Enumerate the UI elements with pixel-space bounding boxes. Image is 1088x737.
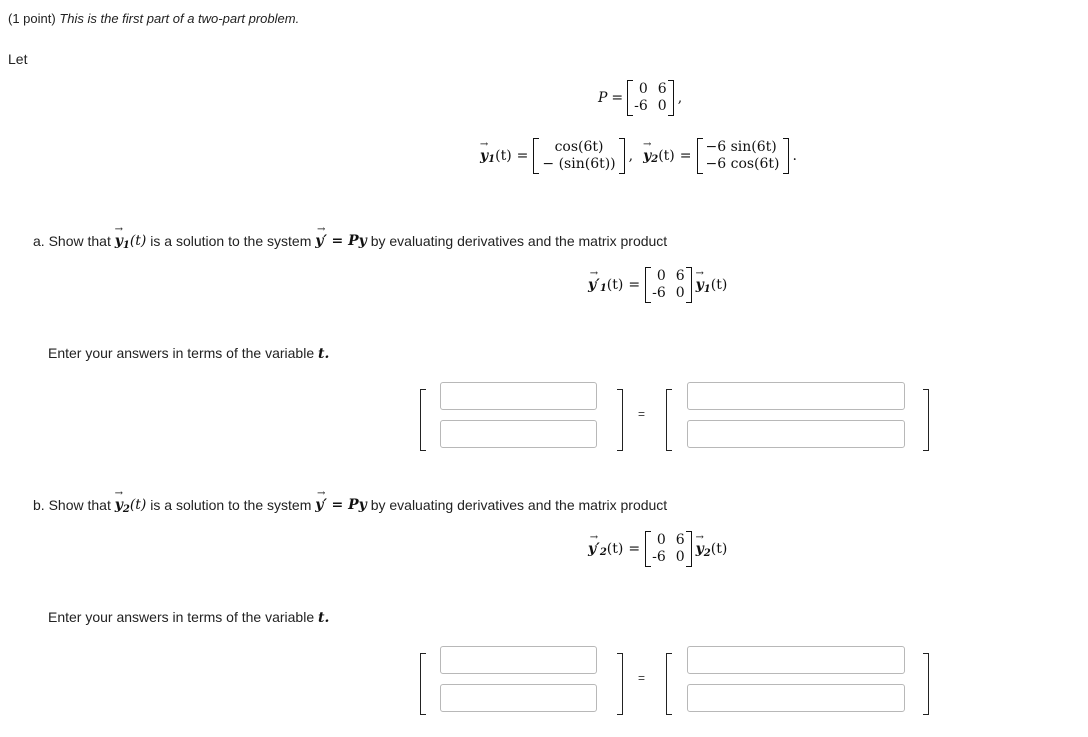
part-b-product: → y′ 2 (t) = 0 6 -6 0 → $y_2(t)$ [588,531,727,567]
points-label: (1 point) [8,11,56,26]
y1-entry: − (sin(6t)) [542,156,616,172]
equals-sign: = [638,671,646,685]
y2-vector [697,138,789,174]
y1-entry: cos(6t) [554,139,604,155]
p-cell: 0 [657,98,667,114]
part-b-statement: b. Show that → $y_2(t)$ is a solution to the system → y′ = Py by evaluating derivatives and the matrix product [33,497,667,513]
left-bracket [420,389,426,451]
p-cell: -6 [634,98,648,114]
problem-header [8,11,299,26]
answer-a-lhs-top[interactable] [440,382,597,410]
right-bracket [923,653,929,715]
intro-text: This is the first part of a two-part problem. [59,11,300,26]
p-cell: 0 [638,81,648,97]
y1-vector [533,138,624,174]
equals-sign: = [638,407,646,421]
left-bracket [666,653,672,715]
answer-b-rhs-top[interactable] [687,646,905,674]
let-label: Let [8,51,28,67]
answer-b-rhs-bottom[interactable] [687,684,905,712]
y-definitions: → y 1 (t) = cos(6t) − (sin(6t)) , → y 2 (t) = −6 sin(6t) −6 cos(6t) . [480,138,797,174]
right-bracket [617,653,623,715]
p-matrix [627,80,674,116]
part-b-instructions: Enter your answers in terms of the variable t. [48,609,330,626]
left-bracket [420,653,426,715]
part-a-instructions: Enter your answers in terms of the variable t. [48,345,330,362]
right-bracket [923,389,929,451]
p-matrix-b: 0 6 -6 0 [645,531,692,567]
answer-a-rhs-bottom[interactable] [687,420,905,448]
y2-entry: −6 cos(6t) [705,156,780,172]
y2-entry: −6 sin(6t) [705,139,777,155]
part-a-product: → y′ 1 (t) = 0 6 -6 0 → $y_1(t)$ [588,267,727,303]
y1-symbol: → y [480,148,488,164]
answer-a-lhs-bottom[interactable] [440,420,597,448]
answer-b-lhs-top[interactable] [440,646,597,674]
answer-b-lhs-bottom[interactable] [440,684,597,712]
part-a-statement: a. Show that → $y_1(t)$ is a solution to the system → y′ = Py by evaluating derivatives and the matrix product [33,233,667,249]
p-matrix-a: 0 6 -6 0 [645,267,692,303]
p-definition: P = 0 6 -6 0 , [598,81,683,114]
p-symbol: P [598,90,608,106]
y2-symbol: → y [643,148,651,164]
answer-a-rhs-top[interactable] [687,382,905,410]
p-cell: 6 [657,81,667,97]
right-bracket [617,389,623,451]
left-bracket [666,389,672,451]
